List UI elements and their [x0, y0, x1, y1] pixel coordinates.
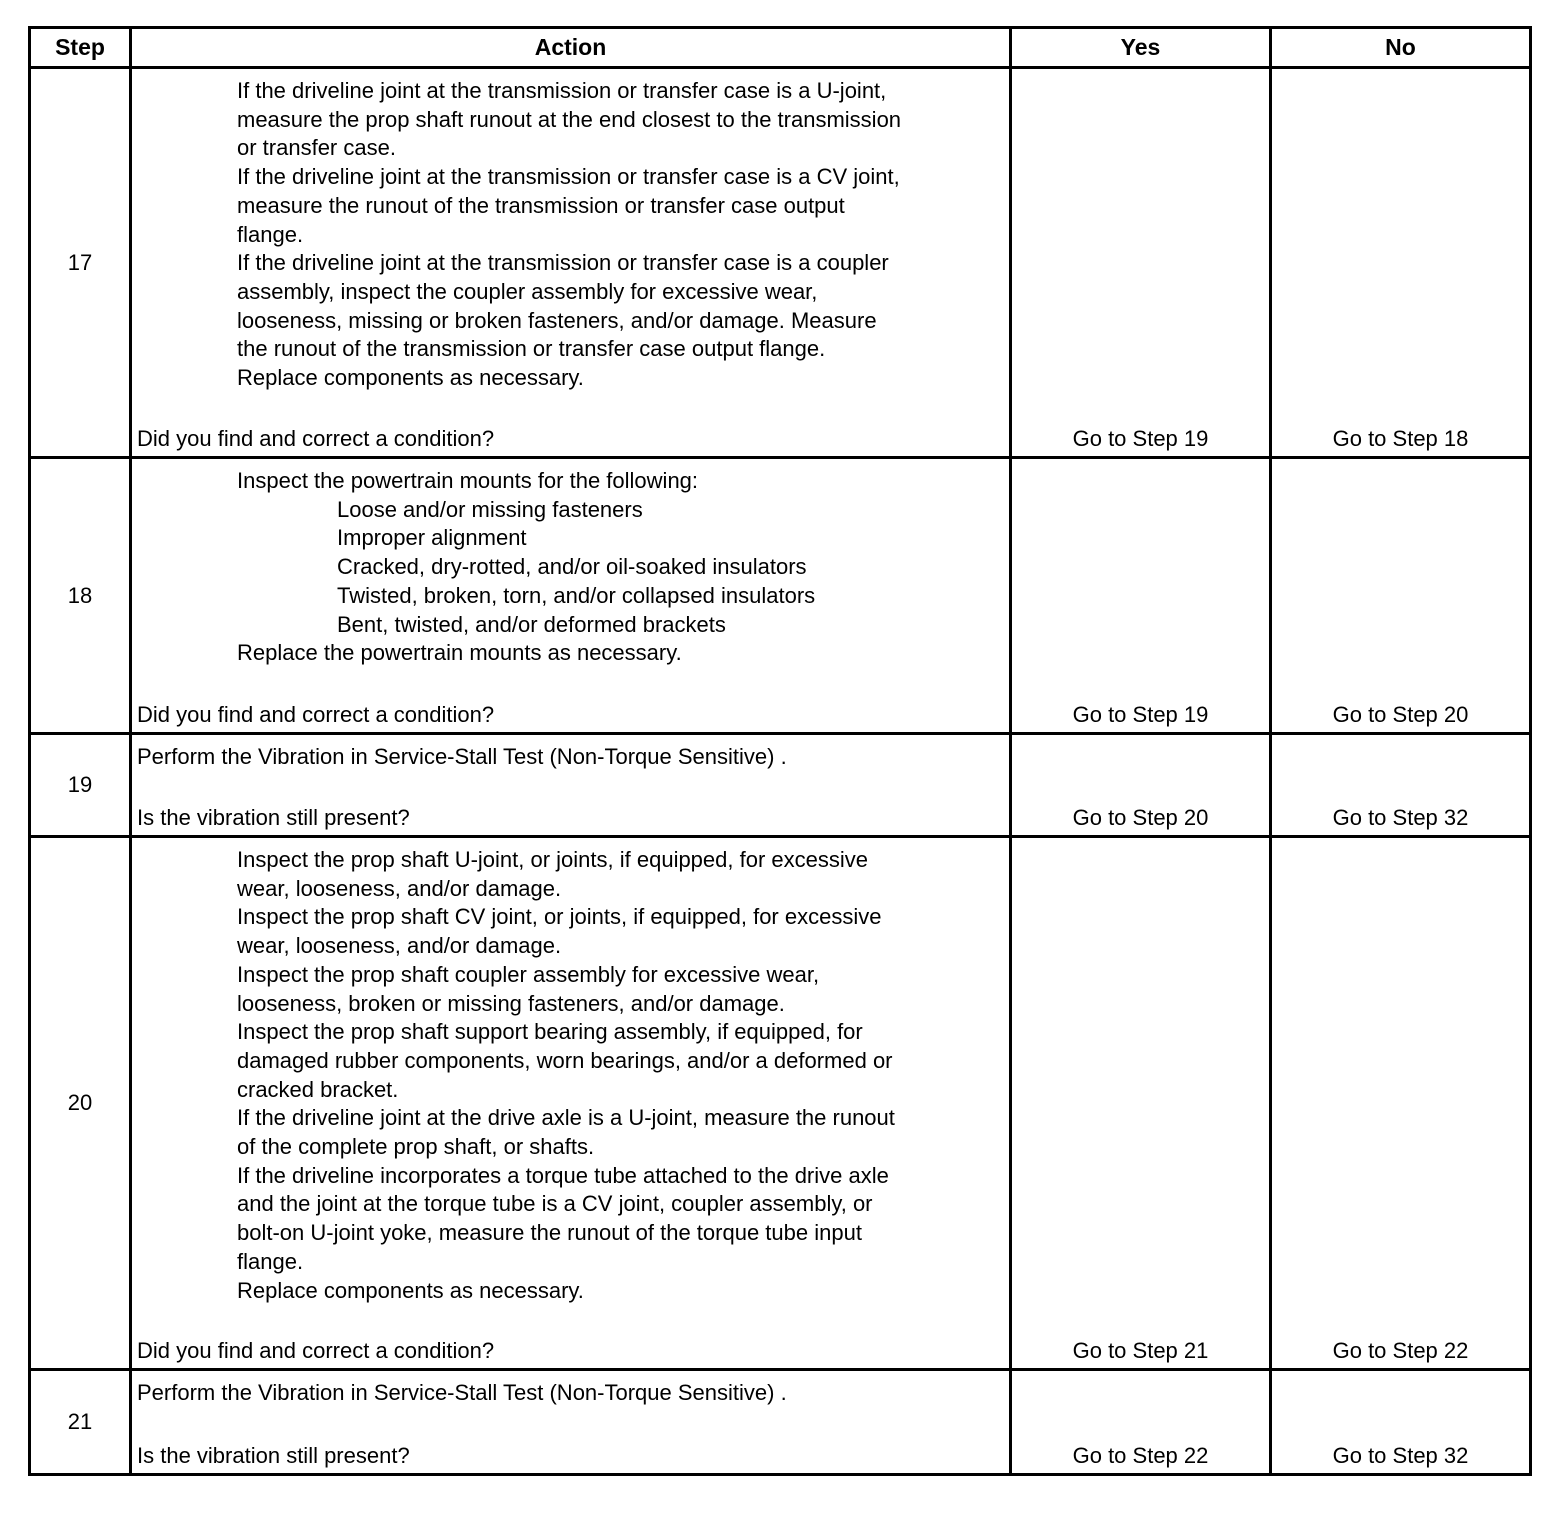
action-line: Inspect the prop shaft support bearing assembly, if equipped, for: [237, 1019, 863, 1045]
action-line: Cracked, dry-rotted, and/or oil-soaked insulators: [337, 554, 807, 580]
header-no: No: [1271, 28, 1531, 68]
action-line: flange.: [237, 221, 304, 247]
table-row: [30, 1370, 1531, 1475]
question: Did you find and correct a condition?: [137, 1338, 495, 1363]
action-line: of the complete prop shaft, or shafts.: [237, 1134, 595, 1160]
diagnostic-table: [28, 26, 1532, 1476]
action-line: If the driveline joint at the transmission or transfer case is a CV joint,: [237, 164, 900, 190]
action-line: If the driveline incorporates a torque tube attached to the drive axle: [237, 1162, 889, 1188]
question: Is the vibration still present?: [137, 805, 410, 830]
action-line: cracked bracket.: [237, 1076, 399, 1102]
action-line: Inspect the prop shaft coupler assembly for excessive wear,: [237, 961, 820, 987]
question: Did you find and correct a condition?: [137, 426, 495, 451]
table-row: [30, 734, 1531, 837]
action-line: the runout of the transmission or transfer case output flange.: [237, 336, 826, 362]
action-line: damaged rubber components, worn bearings, and/or a deformed or: [237, 1047, 893, 1073]
header-yes: Yes: [1011, 28, 1271, 68]
action-line: Bent, twisted, and/or deformed brackets: [337, 611, 726, 637]
action-line: Loose and/or missing fasteners: [337, 496, 643, 522]
header-step: Step: [30, 28, 131, 68]
action-line: or transfer case.: [237, 135, 396, 161]
no-result: Go to Step 20: [1271, 458, 1531, 734]
yes-result: Go to Step 20: [1011, 734, 1271, 837]
step-number: 21: [30, 1370, 131, 1475]
yes-result: Go to Step 19: [1011, 458, 1271, 734]
step-number: 19: [30, 734, 131, 837]
table-row: [30, 68, 1531, 458]
no-result: Go to Step 18: [1271, 68, 1531, 458]
action-cell: [131, 458, 1011, 734]
header-row: [30, 28, 1531, 68]
action-line: Replace components as necessary.: [237, 1277, 584, 1303]
action-line: looseness, missing or broken fasteners, and/or damage. Measure: [237, 307, 877, 333]
action-cell: [131, 68, 1011, 458]
action-line: wear, looseness, and/or damage.: [237, 875, 562, 901]
table-row: [30, 837, 1531, 1370]
question: Did you find and correct a condition?: [137, 702, 495, 727]
step-number: 17: [30, 68, 131, 458]
action-line: If the driveline joint at the transmission or transfer case is a coupler: [237, 250, 889, 276]
action-cell: [131, 837, 1011, 1370]
action-line: measure the prop shaft runout at the end closest to the transmission: [237, 106, 902, 132]
no-result: Go to Step 22: [1271, 837, 1531, 1370]
action-line: wear, looseness, and/or damage.: [237, 933, 562, 959]
action-line: measure the runout of the transmission or transfer case output: [237, 192, 845, 218]
action-cell: [131, 1370, 1011, 1475]
action-line: Perform the Vibration in Service-Stall Test (Non-Torque Sensitive) .: [137, 1380, 787, 1405]
step-number: 18: [30, 458, 131, 734]
table-row: [30, 458, 1531, 734]
action-line: Perform the Vibration in Service-Stall Test (Non-Torque Sensitive) .: [137, 744, 787, 769]
action-line: and the joint at the torque tube is a CV joint, coupler assembly, or: [237, 1191, 873, 1217]
action-line: Improper alignment: [337, 525, 527, 551]
no-result: Go to Step 32: [1271, 1370, 1531, 1475]
action-line: looseness, broken or missing fasteners, and/or damage.: [237, 990, 785, 1016]
action-line: Twisted, broken, torn, and/or collapsed insulators: [337, 582, 816, 608]
step-number: 20: [30, 837, 131, 1370]
action-line: Replace components as necessary.: [237, 365, 584, 391]
action-line: Inspect the prop shaft CV joint, or joints, if equipped, for excessive: [237, 904, 882, 930]
action-line: If the driveline joint at the drive axle is a U-joint, measure the runout: [237, 1105, 895, 1131]
action-line: If the driveline joint at the transmission or transfer case is a U-joint,: [237, 78, 887, 103]
yes-result: Go to Step 19: [1011, 68, 1271, 458]
yes-result: Go to Step 22: [1011, 1370, 1271, 1475]
action-cell: [131, 734, 1011, 837]
action-line: Replace the powertrain mounts as necessary.: [237, 640, 682, 666]
yes-result: Go to Step 21: [1011, 837, 1271, 1370]
no-result: Go to Step 32: [1271, 734, 1531, 837]
question: Is the vibration still present?: [137, 1443, 410, 1468]
action-line: assembly, inspect the coupler assembly for excessive wear,: [237, 278, 818, 304]
action-line: flange.: [237, 1248, 304, 1274]
header-action: Action: [131, 28, 1011, 68]
action-line: Inspect the prop shaft U-joint, or joints, if equipped, for excessive: [237, 847, 868, 872]
action-line: Inspect the powertrain mounts for the following:: [237, 468, 699, 493]
action-line: bolt-on U-joint yoke, measure the runout of the torque tube input: [237, 1220, 862, 1246]
